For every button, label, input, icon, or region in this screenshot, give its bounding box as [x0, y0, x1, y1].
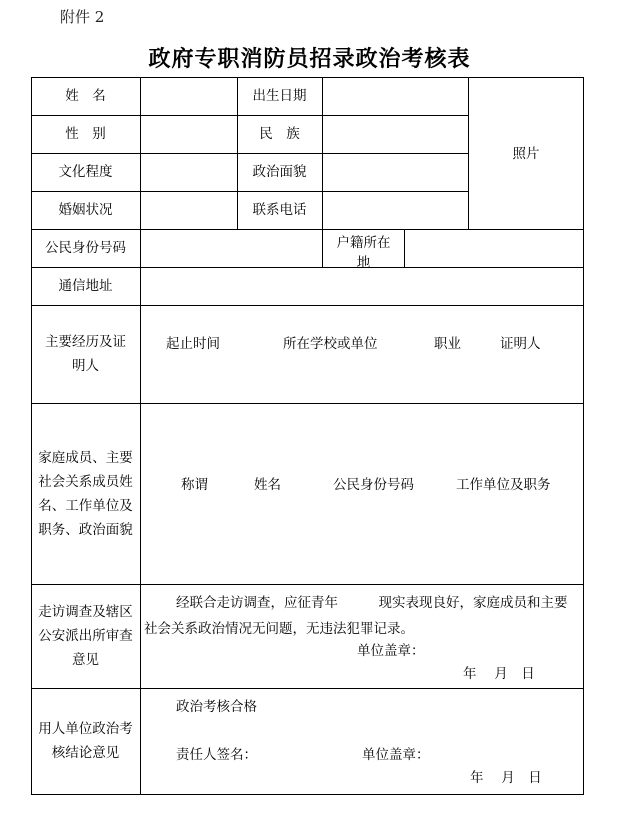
investigation-statement: 经联合走访调查，应征青年 现实表现良好，家庭成员和主要社会关系政治情况无问题，无违法犯罪记录。: [144, 595, 568, 637]
form-title: 政府专职消防员招录政治考核表: [148, 46, 471, 72]
label-birth-date: 出生日期: [252, 88, 307, 104]
label-household-line1: 户籍所在: [336, 235, 391, 251]
conclusion-signature: 责任人签名：: [176, 747, 257, 763]
field-birth-date[interactable]: [323, 78, 468, 115]
label-family: 家庭成员、主要社会关系成员姓名、工作单位及职务、政治面貌: [38, 449, 133, 538]
field-ethnicity[interactable]: [323, 116, 468, 153]
label-address: 通信地址: [58, 278, 113, 294]
conclusion-seal: 单位盖章：: [362, 747, 430, 763]
conclusion-date: 年 月 日: [470, 770, 542, 786]
experience-column-period: 起止时间: [166, 336, 220, 352]
field-political-status[interactable]: [323, 154, 468, 191]
label-ethnicity: 民 族: [259, 126, 300, 142]
label-gender: 性 别: [65, 126, 106, 142]
photo-box[interactable]: 照片: [512, 145, 540, 162]
field-phone[interactable]: [323, 192, 468, 229]
table-border-right: [583, 77, 584, 795]
family-column-relation: 称谓: [181, 477, 208, 493]
attachment-label: 附件 2: [60, 8, 105, 26]
experience-column-school: 所在学校或单位: [283, 336, 378, 352]
field-id-number[interactable]: [141, 230, 322, 267]
family-column-id: 公民身份号码: [333, 477, 414, 493]
label-phone: 联系电话: [252, 202, 307, 218]
investigation-seal: 单位盖章：: [357, 643, 425, 659]
label-political-status: 政治面貌: [252, 164, 307, 180]
field-marital-status[interactable]: [141, 192, 237, 229]
investigation-date: 年 月 日: [463, 666, 535, 682]
field-household[interactable]: [405, 230, 583, 267]
label-id-number: 公民身份号码: [45, 240, 126, 256]
label-name: 姓 名: [65, 88, 106, 104]
family-column-workplace: 工作单位及职务: [456, 477, 551, 493]
field-gender[interactable]: [141, 116, 237, 153]
family-column-name: 姓名: [254, 477, 281, 493]
label-marital-status: 婚姻状况: [58, 202, 113, 218]
label-household: [323, 230, 404, 267]
label-investigation: 走访调查及辖区公安派出所审查意见: [38, 604, 133, 668]
field-education[interactable]: [141, 154, 237, 191]
label-household-line2: 地: [356, 255, 371, 267]
field-address[interactable]: [141, 268, 583, 305]
table-border-bottom: [31, 794, 584, 795]
label-experience: 主要经历及证明人: [45, 334, 126, 374]
field-name[interactable]: [141, 78, 237, 115]
experience-column-occupation: 职业: [434, 336, 461, 352]
conclusion-result: 政治考核合格: [176, 699, 257, 715]
experience-column-witness: 证明人: [500, 336, 541, 352]
label-conclusion: 用人单位政治考核结论意见: [38, 721, 133, 761]
label-education: 文化程度: [58, 164, 113, 180]
